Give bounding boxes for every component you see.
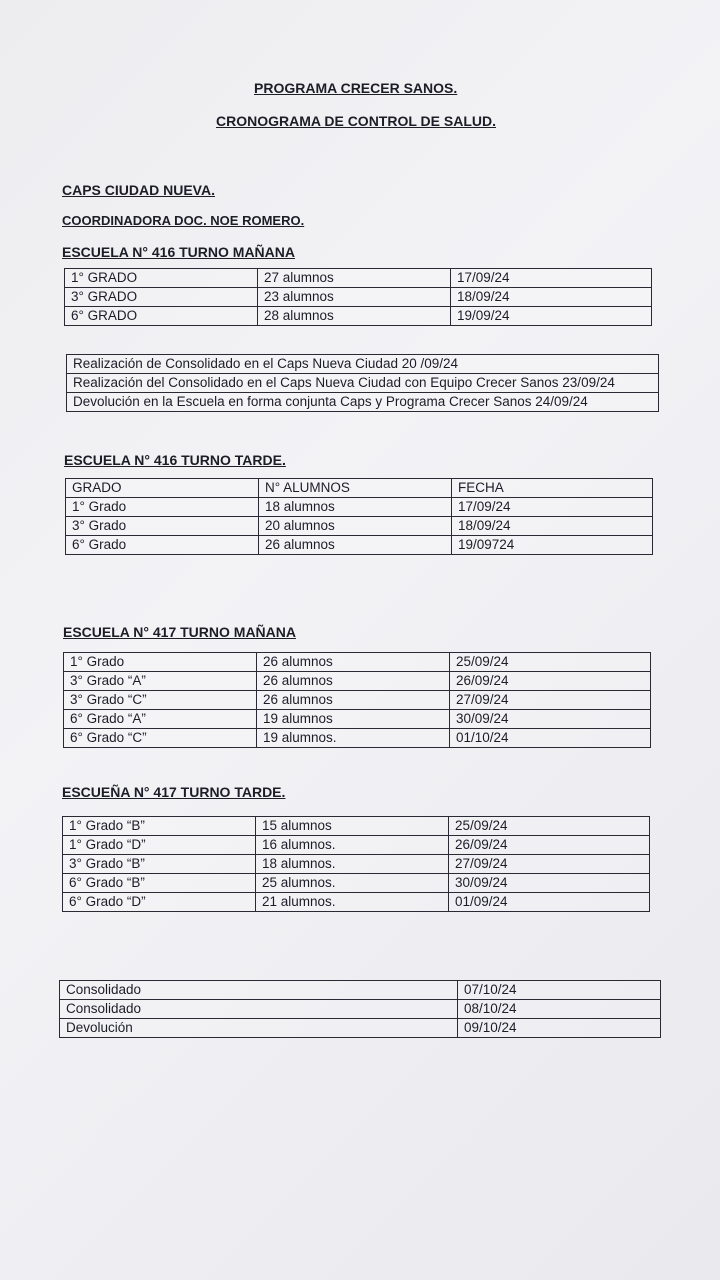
header-grade: GRADO <box>66 479 259 498</box>
grade-cell: 1° Grado <box>66 498 259 517</box>
students-cell: 26 alumnos <box>257 653 450 672</box>
table-row <box>65 288 652 307</box>
grade-cell: 6° Grado “C” <box>64 729 257 748</box>
activity-cell: Consolidado <box>60 981 458 1000</box>
note-cell: Devolución en la Escuela en forma conjunta Caps y Programa Crecer Sanos 24/09/24 <box>67 393 659 412</box>
activity-cell: Devolución <box>60 1019 458 1038</box>
grade-cell: 1° Grado <box>64 653 257 672</box>
school416-afternoon-heading: ESCUELA N° 416 TURNO TARDE. <box>64 452 286 468</box>
students-cell: 18 alumnos <box>259 498 452 517</box>
date-cell: 18/09/24 <box>451 288 652 307</box>
date-cell: 27/09/24 <box>450 691 651 710</box>
table-row <box>63 874 650 893</box>
date-cell: 26/09/24 <box>449 836 650 855</box>
students-cell: 15 alumnos <box>256 817 449 836</box>
grade-cell: 3° GRADO <box>65 288 258 307</box>
table-row <box>65 269 652 288</box>
grade-cell: 6° Grado “D” <box>63 893 256 912</box>
table-row <box>64 710 651 729</box>
date-cell: 09/10/24 <box>458 1019 661 1038</box>
school416-morning-table <box>64 268 652 326</box>
table-row <box>63 836 650 855</box>
table-row <box>64 672 651 691</box>
page-title: PROGRAMA CRECER SANOS. <box>254 80 458 96</box>
table-row <box>67 393 659 412</box>
date-cell: 27/09/24 <box>449 855 650 874</box>
students-cell: 23 alumnos <box>258 288 451 307</box>
school417-afternoon-table <box>62 816 650 912</box>
date-cell: 30/09/24 <box>449 874 650 893</box>
students-cell: 21 alumnos. <box>256 893 449 912</box>
table-header-row <box>66 479 653 498</box>
table-row <box>67 355 659 374</box>
table-row <box>60 981 661 1000</box>
grade-cell: 3° Grado <box>66 517 259 536</box>
table-row <box>64 653 651 672</box>
grade-cell: 3° Grado “B” <box>63 855 256 874</box>
date-cell: 25/09/24 <box>450 653 651 672</box>
date-cell: 30/09/24 <box>450 710 651 729</box>
table-row <box>63 855 650 874</box>
table-row <box>64 729 651 748</box>
table-row <box>63 893 650 912</box>
students-cell: 20 alumnos <box>259 517 452 536</box>
table-row <box>65 307 652 326</box>
date-cell: 01/10/24 <box>450 729 651 748</box>
grade-cell: 6° Grado “B” <box>63 874 256 893</box>
table-row <box>60 1019 661 1038</box>
page-subtitle: CRONOGRAMA DE CONTROL DE SALUD. <box>216 113 496 129</box>
date-cell: 08/10/24 <box>458 1000 661 1019</box>
grade-cell: 6° Grado “A” <box>64 710 257 729</box>
grade-cell: 6° GRADO <box>65 307 258 326</box>
date-cell: 19/09724 <box>452 536 653 555</box>
students-cell: 26 alumnos <box>259 536 452 555</box>
students-cell: 19 alumnos. <box>257 729 450 748</box>
date-cell: 19/09/24 <box>451 307 652 326</box>
school417-morning-heading: ESCUELA N° 417 TURNO MAÑANA <box>63 624 296 640</box>
students-cell: 26 alumnos <box>257 672 450 691</box>
date-cell: 17/09/24 <box>451 269 652 288</box>
school416-morning-heading: ESCUELA N° 416 TURNO MAÑANA <box>62 244 295 260</box>
date-cell: 26/09/24 <box>450 672 651 691</box>
students-cell: 28 alumnos <box>258 307 451 326</box>
date-cell: 18/09/24 <box>452 517 653 536</box>
school417-morning-table <box>63 652 651 748</box>
date-cell: 17/09/24 <box>452 498 653 517</box>
grade-cell: 1° Grado “B” <box>63 817 256 836</box>
grade-cell: 3° Grado “C” <box>64 691 257 710</box>
grade-cell: 3° Grado “A” <box>64 672 257 691</box>
students-cell: 27 alumnos <box>258 269 451 288</box>
table-row <box>60 1000 661 1019</box>
note-cell: Realización del Consolidado en el Caps Nueva Ciudad con Equipo Crecer Sanos 23/09/24 <box>67 374 659 393</box>
caps-heading: CAPS CIUDAD NUEVA. <box>62 182 215 198</box>
table-row <box>67 374 659 393</box>
date-cell: 01/09/24 <box>449 893 650 912</box>
grade-cell: 6° Grado <box>66 536 259 555</box>
table-row <box>64 691 651 710</box>
students-cell: 25 alumnos. <box>256 874 449 893</box>
final-table <box>59 980 661 1038</box>
table-row <box>66 498 653 517</box>
table-row <box>63 817 650 836</box>
date-cell: 07/10/24 <box>458 981 661 1000</box>
activity-cell: Consolidado <box>60 1000 458 1019</box>
school417-afternoon-heading: ESCUEÑA N° 417 TURNO TARDE. <box>62 784 286 800</box>
notes-table <box>66 354 659 412</box>
students-cell: 18 alumnos. <box>256 855 449 874</box>
header-students: N° ALUMNOS <box>259 479 452 498</box>
date-cell: 25/09/24 <box>449 817 650 836</box>
note-cell: Realización de Consolidado en el Caps Nueva Ciudad 20 /09/24 <box>67 355 659 374</box>
header-date: FECHA <box>452 479 653 498</box>
students-cell: 16 alumnos. <box>256 836 449 855</box>
students-cell: 19 alumnos <box>257 710 450 729</box>
table-row <box>66 536 653 555</box>
students-cell: 26 alumnos <box>257 691 450 710</box>
grade-cell: 1° GRADO <box>65 269 258 288</box>
table-row <box>66 517 653 536</box>
school416-afternoon-table <box>65 478 653 555</box>
coordinator-heading: COORDINADORA DOC. NOE ROMERO. <box>62 213 305 228</box>
grade-cell: 1° Grado “D” <box>63 836 256 855</box>
